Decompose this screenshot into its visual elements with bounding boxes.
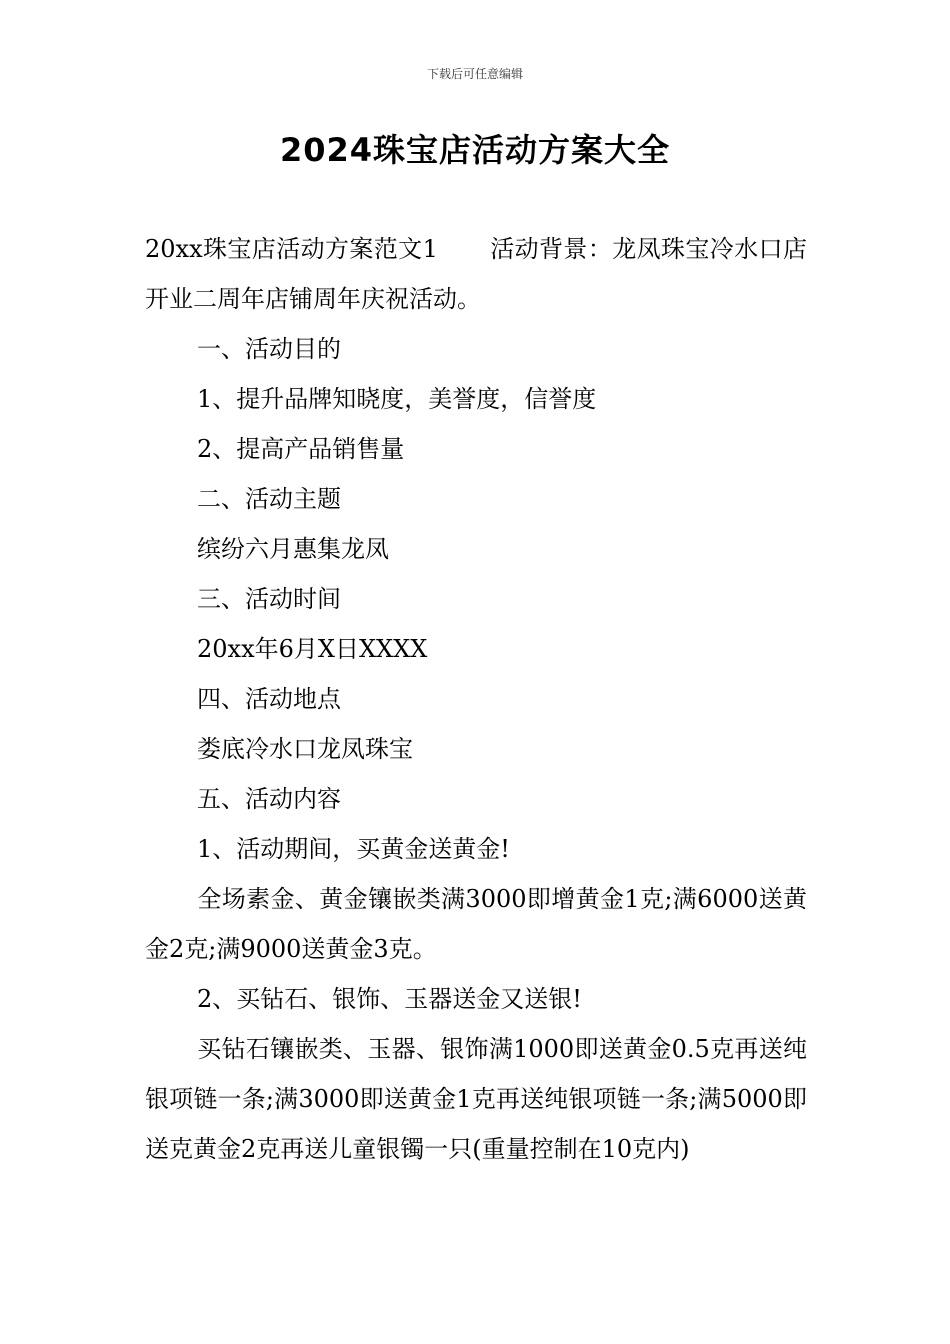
intro-lead: 20xx珠宝店活动方案范文1 [145, 235, 438, 263]
gold-offer-paragraph [145, 874, 807, 974]
diamond-offer-paragraph [145, 1024, 807, 1174]
gold-offer-text: 全场素金、黄金镶嵌类满3000即增黄金1克;满6000送黄金2克;满9000送黄金3克。 [145, 885, 807, 963]
header-note: 下载后可任意编辑 [426, 67, 523, 81]
location-text: 娄底冷水口龙凤珠宝 [197, 735, 413, 763]
section-heading-content: 五、活动内容 [197, 785, 341, 813]
purpose-item-1: 1、提升品牌知晓度，美誉度，信誉度 [197, 385, 597, 413]
document-body [145, 224, 807, 1174]
content-item-1: 1、活动期间，买黄金送黄金! [197, 835, 510, 863]
purpose-item-2: 2、提高产品销售量 [197, 435, 405, 463]
intro-rest: 活动背景：龙凤珠宝冷水口店开业二周年店铺周年庆祝活动。 [145, 235, 807, 313]
time-text: 20xx年6月X日XXXX [197, 635, 428, 663]
theme-text: 缤纷六月惠集龙凤 [197, 535, 389, 563]
intro-paragraph [145, 224, 807, 324]
content-item-2: 2、买钻石、银饰、玉器送金又送银! [197, 985, 582, 1013]
section-heading-theme: 二、活动主题 [197, 485, 341, 513]
section-heading-time: 三、活动时间 [197, 585, 341, 613]
document-title: 2024珠宝店活动方案大全 [279, 131, 671, 169]
section-heading-purpose: 一、活动目的 [197, 335, 341, 363]
section-heading-location: 四、活动地点 [197, 685, 341, 713]
diamond-offer-text: 买钻石镶嵌类、玉器、银饰满1000即送黄金0.5克再送纯银项链一条;满3000即送黄金1克再送纯银项链一条;满5000即送克黄金2克再送儿童银镯一只(重量控制在10克内) [145, 1035, 807, 1163]
